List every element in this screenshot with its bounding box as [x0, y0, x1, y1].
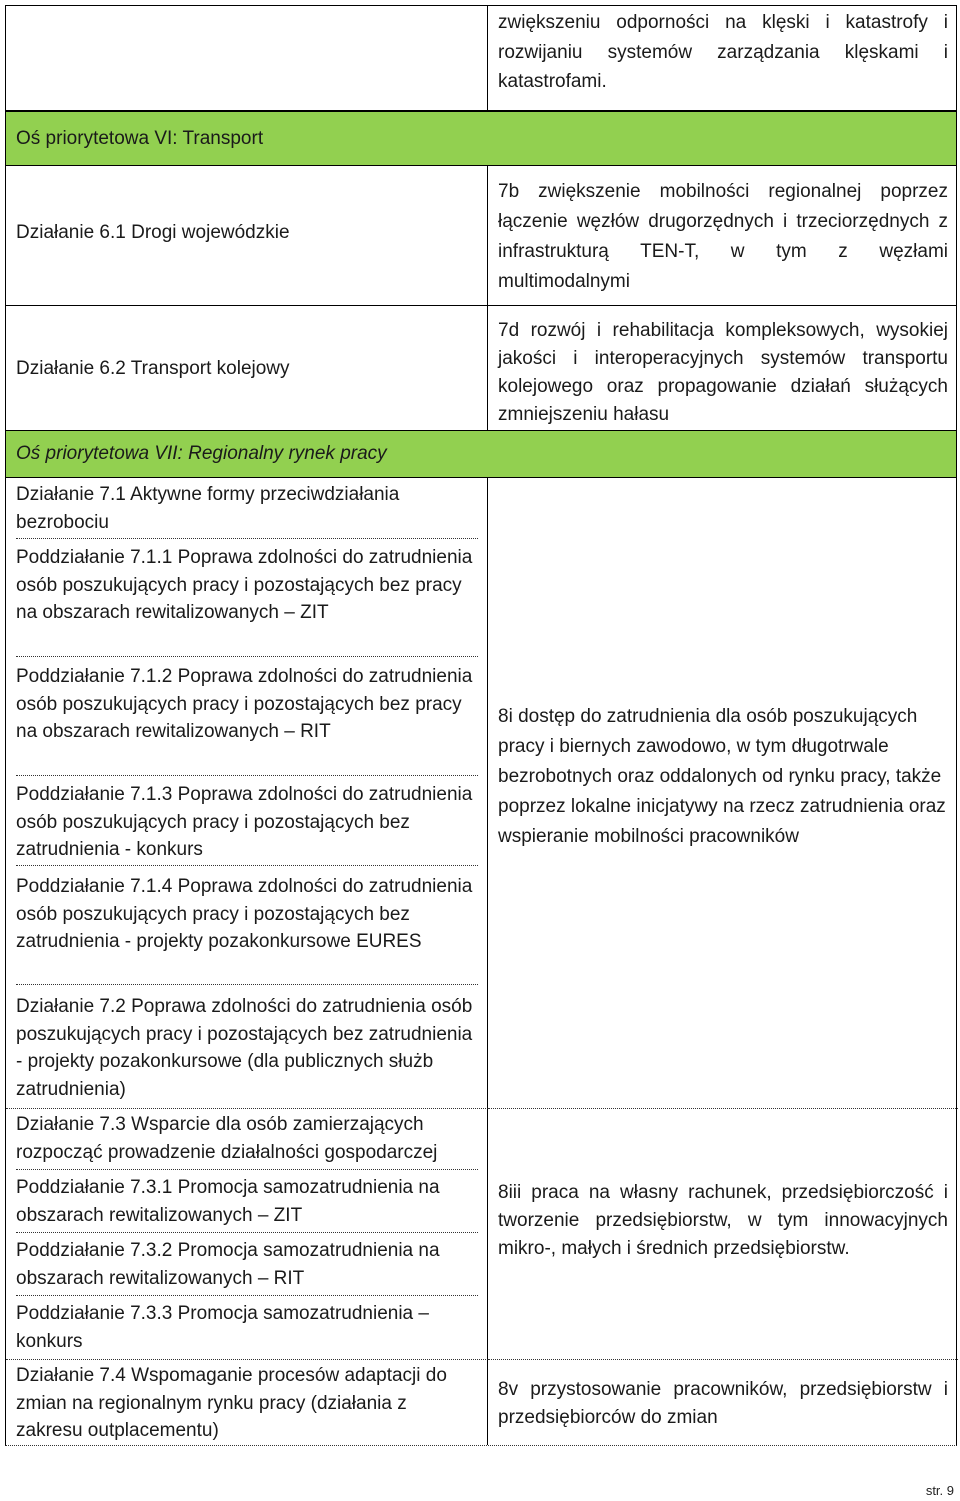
left-cell	[6, 6, 488, 110]
right-cell	[488, 1360, 958, 1445]
left-cell	[6, 478, 488, 1109]
table-row	[5, 1109, 957, 1360]
axis-header-row	[5, 111, 957, 166]
subaction-7-3-3: Poddziałanie 7.3.3 Promocja samozatrudnienia – konkurs	[16, 1303, 429, 1352]
right-cell	[488, 478, 958, 1109]
subaction-7-1-2: Poddziałanie 7.1.2 Poprawa zdolności do zatrudnienia osób poszukujących pracy i pozostających bez pracy na obszarach rewitalizowanych – RIT	[16, 660, 478, 776]
subaction-7-3-2: Poddziałanie 7.3.2 Promocja samozatrudnienia na obszarach rewitalizowanych – RIT	[16, 1235, 478, 1296]
right-cell	[488, 6, 958, 110]
table-row	[5, 478, 957, 1109]
right-cell	[488, 1109, 958, 1360]
subaction-7-1-4: Poddziałanie 7.1.4 Poprawa zdolności do zatrudnienia osób poszukujących pracy i pozostających bez zatrudnienia - projekty pozakonkursowe EURES	[16, 869, 478, 985]
subaction-7-1-3: Poddziałanie 7.1.3 Poprawa zdolności do zatrudnienia osób poszukujących pracy i pozostających bez zatrudnienia - konkurs	[16, 779, 478, 866]
left-cell	[6, 166, 488, 305]
table-row	[5, 166, 957, 306]
table-row	[5, 5, 957, 111]
subaction-7-1-1: Poddziałanie 7.1.1 Poprawa zdolności do zatrudnienia osób poszukujących pracy i pozostających bez pracy na obszarach rewitalizowanych – ZIT	[16, 541, 478, 657]
objective-8iii: 8iii praca na własny rachunek, przedsiębiorczość i tworzenie przedsiębiorstw, w tym innowacyjnych mikro-, małych i średnich przedsiębiorstw.	[498, 1182, 948, 1259]
axis-6-title: Oś priorytetowa VI: Transport	[16, 128, 264, 149]
axis-header-row	[5, 430, 957, 478]
objective-text: zwiększeniu odporności na klęski i katastrofy i rozwijaniu systemów zarządzania klęskami i katastrofami.	[498, 12, 948, 92]
action-7-3: Działanie 7.3 Wsparcie dla osób zamierzających rozpocząć prowadzenie działalności gospodarczej	[16, 1109, 478, 1170]
left-cell	[6, 1360, 488, 1445]
left-cell	[6, 1109, 488, 1360]
page-number: str. 9	[925, 1483, 954, 1498]
axis-7-title: Oś priorytetowa VII: Regionalny rynek pracy	[16, 443, 387, 464]
table-row	[5, 306, 957, 430]
table-row	[5, 1360, 957, 1446]
action-7-1: Działanie 7.1 Aktywne formy przeciwdziałania bezrobociu	[16, 478, 478, 539]
right-cell	[488, 166, 958, 305]
action-7-2: Działanie 7.2 Poprawa zdolności do zatrudnienia osób poszukujących pracy i pozostających bez zatrudnienia - projekty pozakonkursowe (dla publicznych służb zatrudnienia)	[16, 996, 473, 1100]
action-7-4: Działanie 7.4 Wspomaganie procesów adaptacji do zmian na regionalnym rynku pracy (działania z zakresu outplacementu)	[16, 1365, 447, 1441]
right-cell	[488, 306, 958, 430]
action-6-1: Działanie 6.1 Drogi wojewódzkie	[16, 222, 290, 243]
left-cell	[6, 306, 488, 430]
subaction-7-3-1: Poddziałanie 7.3.1 Promocja samozatrudnienia na obszarach rewitalizowanych – ZIT	[16, 1172, 478, 1233]
objective-8v: 8v przystosowanie pracowników, przedsiębiorstw i przedsiębiorców do zmian	[498, 1379, 948, 1428]
objective-8i: 8i dostęp do zatrudnienia dla osób poszukujących pracy i biernych zawodowo, w tym długotrwale bezrobotnych oraz oddalonych od rynku pracy, także poprzez lokalne inicjatywy na rzecz zatrudnienia oraz wspieranie mobilności pracowników	[498, 706, 946, 847]
action-6-2: Działanie 6.2 Transport kolejowy	[16, 358, 290, 379]
objective-7d: 7d rozwój i rehabilitacja kompleksowych, wysokiej jakości i interoperacyjnych systemów transportu kolejowego oraz propagowanie działań służących zmniejszeniu hałasu	[498, 320, 948, 425]
objective-7b: 7b zwiększenie mobilności regionalnej poprzez łączenie węzłów drugorzędnych i trzeciorzędnych z infrastrukturą TEN-T, w tym z węzłami multimodalnymi	[498, 181, 948, 292]
